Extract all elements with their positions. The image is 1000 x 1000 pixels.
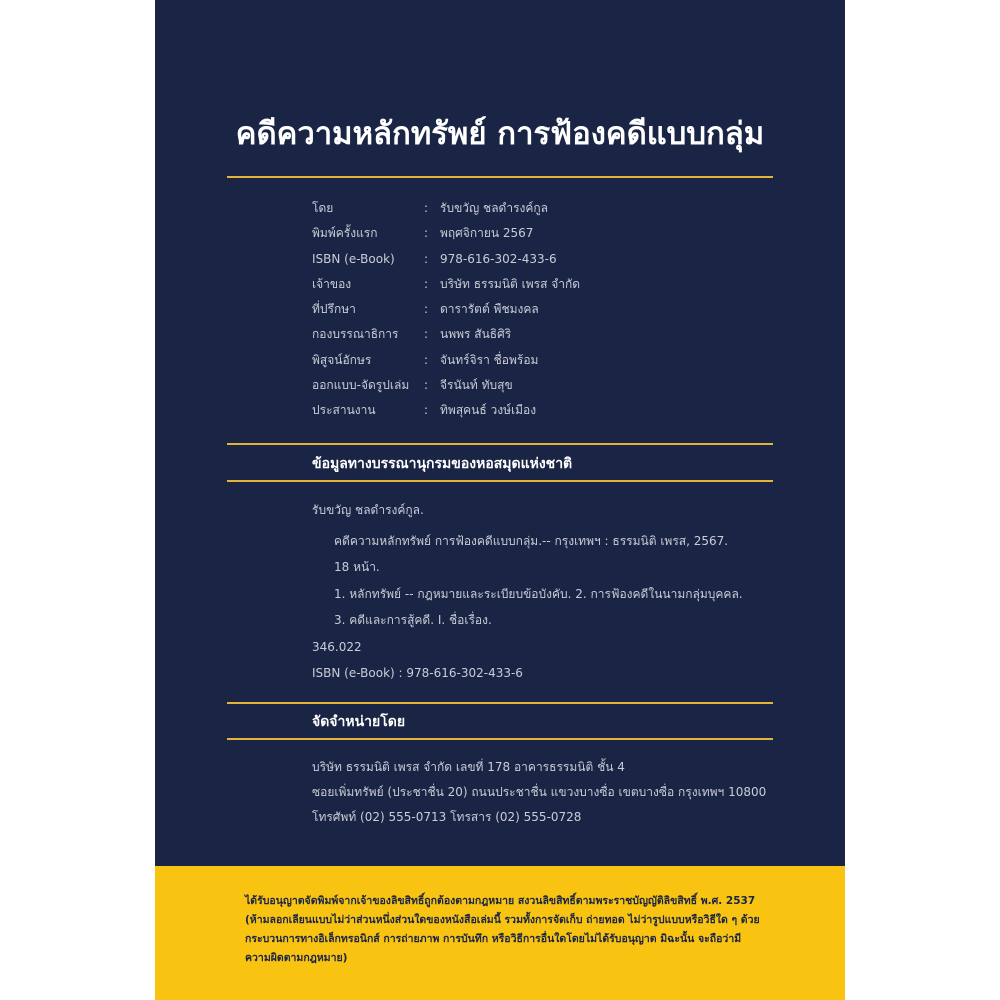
credit-colon: : [424,327,429,342]
divider-cataloging-top [227,443,773,445]
cataloging-line: คดีความหลักทรัพย์ การฟ้องคดีแบบกลุ่ม.-- กรุงเทพฯ : ธรรมนิติ เพรส, 2567. [334,533,729,548]
credit-row [312,196,752,221]
credit-colon: : [424,226,429,241]
credit-colon: : [424,276,429,291]
divider-cataloging-bottom [227,480,773,482]
copyright-notice: ได้รับอนุญาตจัดพิมพ์จากเจ้าของลิขสิทธิ์ถูกต้องตามกฎหมาย สงวนลิขสิทธิ์ตามพระราชบัญญัติลิขสิทธิ์ พ.ศ. 2537 (ห้ามลอกเลียนแบบไม่ว่าส่วนหนึ่งส่วนใดของหนังสือเล่มนี้ รวมทั้งการจัดเก็บ ถ่ายทอด ไม่ว่ารูปแบบหรือวิธีใด ๆ ด้วยกระบวนการทางอิเล็กทรอนิกส์ การถ่ายภาพ การบันทึก หรือวิธีการอื่นใดโดยไม่ได้รับอนุญาต มิฉะนั้น จะถือว่ามีความผิดตามกฎหมาย) [245,895,760,964]
divider-top [227,176,773,178]
cataloging-block [312,497,772,687]
book-title: คดีความหลักทรัพย์ การฟ้องคดีแบบกลุ่ม [235,116,765,152]
credit-row [312,398,752,423]
credit-colon: : [424,201,429,215]
divider-distribution-bottom [227,738,773,740]
credit-label: เจ้าของ [312,276,352,291]
credit-colon: : [424,352,429,367]
cataloging-line: 1. หลักทรัพย์ -- กฎหมายและระเบียบข้อบังคับ. 2. การฟ้องคดีในนามกลุ่มบุคคล. [334,586,743,601]
credit-row [312,322,752,347]
cataloging-isbn: ISBN (e-Book) : 978-616-302-433-6 [312,666,523,680]
credit-value: บริษัท ธรรมนิติ เพรส จำกัด [440,276,581,291]
credit-row [312,221,752,246]
credits-list [312,196,752,424]
credit-value: พฤศจิกายน 2567 [440,226,534,241]
credit-value: ทิพสุคนธ์ วงษ์เมือง [440,403,537,418]
credit-label: พิมพ์ครั้งแรก [312,226,378,241]
credit-label: ประสานงาน [312,403,376,418]
credit-label: ISBN (e-Book) [312,251,395,266]
address-line: โทรศัพท์ (02) 555-0713 โทรสาร (02) 555-0728 [312,810,582,824]
credit-value: 978-616-302-433-6 [440,251,557,266]
credit-colon: : [424,378,429,393]
credit-row [312,247,752,272]
credit-label: กองบรรณาธิการ [312,327,399,342]
cataloging-author: รับขวัญ ชลดำรงค์กูล. [312,503,424,517]
credit-label: ที่ปรึกษา [312,302,356,317]
distributor-address [312,755,782,830]
credit-label: โดย [312,201,334,215]
credit-label: พิสูจน์อักษร [312,352,372,367]
address-line: บริษัท ธรรมนิติ เพรส จำกัด เลขที่ 178 อาคารธรรมนิติ ชั้น 4 [312,760,625,774]
copyright-notice-band [155,866,845,1000]
credit-colon: : [424,302,429,317]
credit-value: รับขวัญ ชลดำรงค์กูล [440,201,549,215]
credit-value: จีรนันท์ ทับสุข [440,378,513,393]
credit-value: ดารารัตต์ พืชมงคล [440,302,539,317]
credit-value: จันทร์จิรา ชื่อพร้อม [440,352,539,367]
cataloging-line: 18 หน้า. [334,560,380,574]
credit-colon: : [424,403,429,418]
credit-row [312,373,752,398]
divider-distribution-top [227,702,773,704]
credit-row [312,348,752,373]
credit-label: ออกแบบ-จัดรูปเล่ม [312,378,410,393]
credit-row [312,272,752,297]
credit-value: นพพร สันธิศิริ [440,327,512,342]
cataloging-line: 3. คดีและการสู้คดี. I. ชื่อเรื่อง. [334,613,492,627]
credit-colon: : [424,251,429,266]
cataloging-classification: 346.022 [312,639,362,654]
credit-row [312,297,752,322]
address-line: ซอยเพิ่มทรัพย์ (ประชาชื่น 20) ถนนประชาชื่น แขวงบางซื่อ เขตบางซื่อ กรุงเทพฯ 10800 [312,785,767,799]
distribution-heading: จัดจำหน่ายโดย [312,714,406,730]
copyright-page [155,0,845,1000]
cataloging-heading: ข้อมูลทางบรรณานุกรมของหอสมุดแห่งชาติ [312,456,573,472]
